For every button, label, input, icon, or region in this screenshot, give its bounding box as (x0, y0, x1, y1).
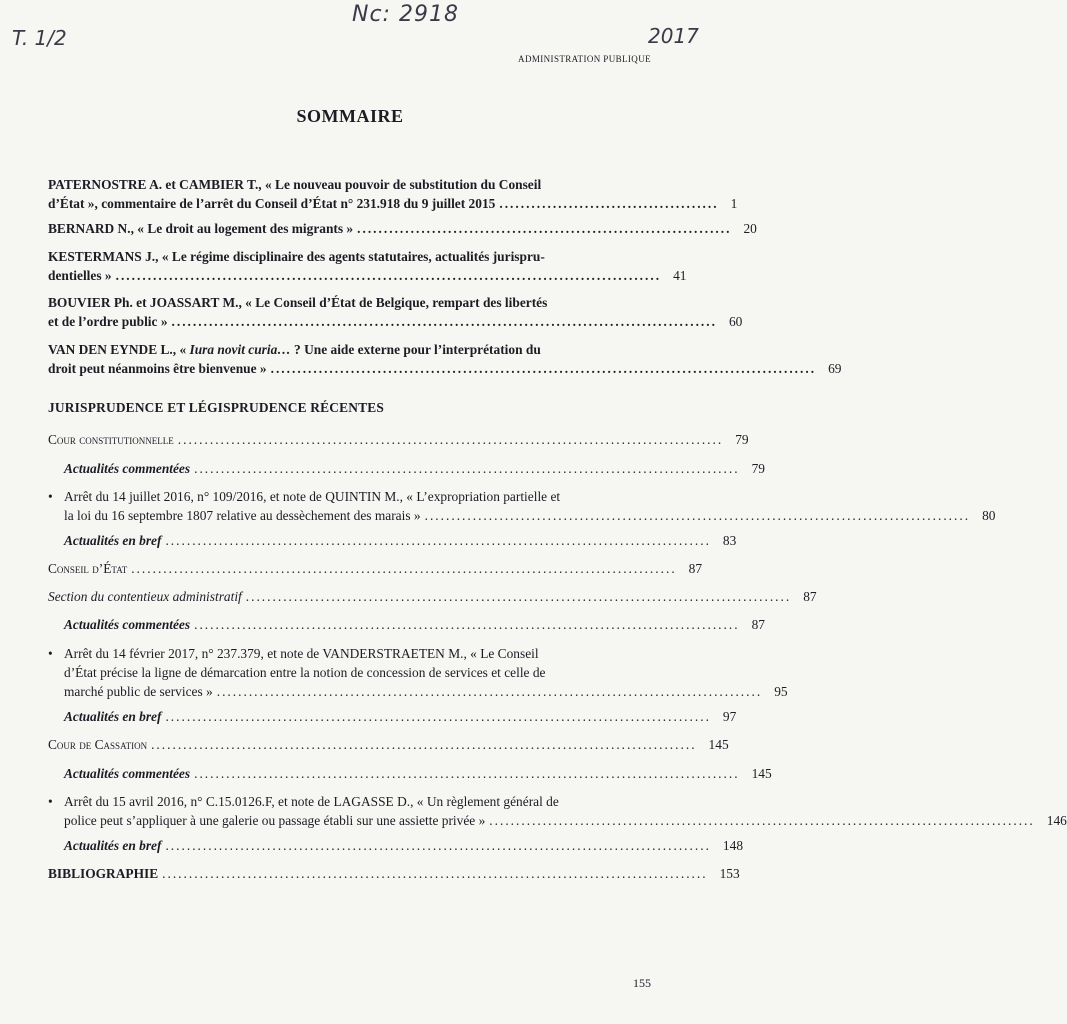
dot-leader: ...................................................................................................... (131, 561, 677, 576)
toc-article-paternostre (48, 175, 738, 213)
toc-item-actualites-en-bref (64, 707, 737, 726)
page-number: 145 (751, 766, 772, 781)
toc-item-actualites-en-bref (64, 531, 737, 550)
toc-item-arret-vanderstraeten (48, 644, 788, 701)
toc-line: Section du contentieux administratif (48, 589, 242, 604)
toc-line: d’État », commentaire de l’arrêt du Conseil d’État n° 231.918 du 9 juillet 2015 (48, 196, 496, 211)
dot-leader: ...................................................................................................... (115, 268, 662, 283)
dot-leader: ...................................................................................................... (424, 508, 971, 523)
dot-leader: ...................................................................................................... (194, 766, 740, 781)
dot-leader: ...................................................................................................... (151, 737, 697, 752)
toc-text: ? Une aide externe pour l’interprétation du (290, 342, 541, 357)
dot-leader: ...................................................................................................... (165, 838, 711, 853)
dot-leader: ...................................................................................................... (162, 866, 708, 881)
toc-article-bouvier (48, 293, 743, 331)
page-number: 87 (688, 561, 703, 576)
footer-page-number: 155 (633, 976, 651, 990)
page-number: 87 (803, 589, 817, 604)
toc-item-cour-de-cassation (48, 735, 729, 754)
toc-line: Actualités commentées (64, 617, 191, 632)
page-number: 146 (1046, 813, 1067, 828)
dot-leader: ...................................................................................................... (245, 589, 792, 604)
toc-line: Arrêt du 15 avril 2016, n° C.15.0126.F, et note de LAGASSE D., « Un règlement général de (64, 794, 559, 809)
toc-line: la loi du 16 septembre 1807 relative au dessèchement des marais » (64, 508, 421, 523)
toc-line: Actualités en bref (64, 533, 162, 548)
toc-line: PATERNOSTRE A. et CAMBIER T., « Le nouveau pouvoir de substitution du Conseil (48, 177, 542, 192)
toc-item-arret-lagasse (48, 792, 1067, 830)
toc-item-bibliographie (48, 864, 740, 883)
page-number: 60 (728, 314, 743, 329)
page-number: 80 (982, 508, 996, 523)
page-number: 83 (722, 533, 737, 548)
page-number: 20 (743, 221, 757, 236)
toc-line: BOUVIER Ph. et JOASSART M., « Le Conseil d’État de Belgique, rempart des libertés (48, 295, 548, 310)
toc-line: Conseil d’État (48, 561, 128, 576)
page-title: SOMMAIRE (296, 106, 404, 126)
toc-line: Actualités en bref (64, 709, 162, 724)
toc-line (48, 340, 648, 359)
page-number: 95 (774, 684, 788, 699)
page-number: 87 (751, 617, 765, 632)
page-number: 79 (751, 461, 765, 476)
toc-item-cour-constitutionnelle (48, 430, 749, 449)
dot-leader: ...................................................................... (357, 221, 732, 236)
page-number: 41 (673, 268, 687, 283)
bullet-icon: • (48, 794, 53, 809)
toc-line: Arrêt du 14 février 2017, n° 237.379, et note de VANDERSTRAETEN M., « Le Conseil (64, 646, 539, 661)
page-number: 79 (735, 432, 749, 447)
toc-line: Actualités commentées (64, 461, 191, 476)
toc-line: et de l’ordre public » (48, 314, 168, 329)
toc-line: marché public de services » (64, 684, 213, 699)
dot-leader: ...................................................................................................... (171, 314, 717, 329)
dot-leader: ...................................................................................................... (194, 617, 740, 632)
toc-item-arret-quintin (48, 487, 996, 525)
toc-line: Actualités commentées (64, 766, 191, 781)
toc-line: Actualités en bref (64, 838, 162, 853)
toc-item-conseil-etat (48, 559, 703, 578)
toc-line: BERNARD N., « Le droit au logement des migrants » (48, 221, 354, 236)
toc-line: droit peut néanmoins être bienvenue » (48, 361, 267, 376)
bullet-icon: • (48, 646, 53, 661)
toc-article-van-den-eynde (48, 340, 842, 378)
toc-item-actualites-commentees (64, 615, 765, 634)
dot-leader: ...................................................................................................... (194, 461, 740, 476)
toc-text: VAN DEN EYNDE L., « (48, 342, 190, 357)
dot-leader: ...................................................................................................... (165, 709, 711, 724)
dot-leader: ...................................................................................................... (165, 533, 711, 548)
page-number: 69 (828, 361, 842, 376)
page-number: 153 (719, 866, 740, 881)
toc-line: d’État précise la ligne de démarcation entre la notion de concession de services et celle de (64, 665, 546, 680)
toc-line: Cour constitutionnelle (48, 432, 174, 447)
handwritten-annotation-right: 2017 (648, 24, 699, 48)
handwritten-annotation-left: T. 1/2 (12, 26, 67, 50)
page-number: 1 (730, 196, 738, 211)
page-number: 145 (708, 737, 729, 752)
toc-line: BIBLIOGRAPHIE (48, 866, 159, 881)
dot-leader: ......................................... (499, 196, 719, 211)
running-header: ADMINISTRATION PUBLIQUE (518, 54, 651, 64)
toc-latin-phrase: Iura novit curia… (189, 342, 291, 357)
toc-item-section-contentieux (48, 587, 817, 606)
toc-item-actualites-en-bref (64, 836, 744, 855)
handwritten-annotation-center: Nc: 2918 (352, 2, 459, 27)
dot-leader: ...................................................................................................... (177, 432, 724, 447)
toc-line: Arrêt du 14 juillet 2016, n° 109/2016, et note de QUINTIN M., « L’expropriation partielle et (64, 489, 561, 504)
toc-item-actualites-commentees (64, 459, 765, 478)
page-number: 97 (722, 709, 737, 724)
dot-leader: ...................................................................................................... (270, 361, 817, 376)
toc-line: KESTERMANS J., « Le régime disciplinaire des agents statutaires, actualités jurispru- (48, 249, 545, 264)
toc-line: police peut s’appliquer à une galerie ou passage établi sur une assiette privée » (64, 813, 486, 828)
page-number: 148 (722, 838, 744, 853)
toc-line: dentielles » (48, 268, 112, 283)
dot-leader: ...................................................................................................... (489, 813, 1035, 828)
dot-leader: ...................................................................................................... (216, 684, 763, 699)
toc-item-actualites-commentees (64, 764, 772, 783)
toc-article-bernard (48, 219, 757, 238)
bullet-icon: • (48, 489, 53, 504)
toc-line: Cour de Cassation (48, 737, 148, 752)
section-heading: JURISPRUDENCE ET LÉGISPRUDENCE RÉCENTES (48, 400, 385, 415)
toc-article-kestermans (48, 247, 687, 285)
